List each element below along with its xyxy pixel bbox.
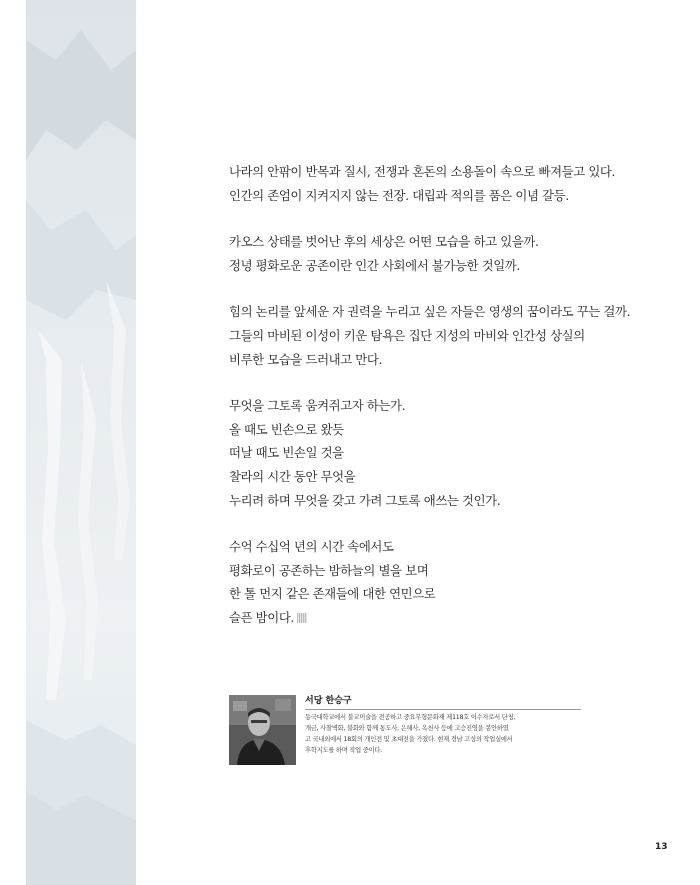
poem-line: 카오스 상태를 벗어난 후의 세상은 어떤 모습을 하고 있을까. (229, 234, 539, 250)
bio-line: 동국대학교에서 불교미술을 전공하고 중요무형문화재 제118호 이수자로서 단청, (305, 714, 516, 721)
poem-line: 수억 수십억 년의 시간 속에서도 (229, 539, 394, 555)
poem-line: 찰라의 시간 동안 무엇을 (229, 468, 356, 484)
author-name: 서당 한승구 (305, 696, 352, 706)
poem-line: 무엇을 그토록 움켜쥐고자 하는가. (229, 398, 406, 414)
poem-body (229, 160, 669, 653)
poem-line: 그들의 마비된 이성이 키운 탐욕은 집단 지성의 마비와 인간성 상실의 (229, 327, 585, 343)
poem-line: 정녕 평화로운 공존이란 인간 사회에서 불가능한 것일까. (229, 257, 520, 273)
poem-stanza (229, 394, 669, 512)
poem-line: 인간의 존엄이 지켜지지 않는 전장. 대립과 적의를 품은 이념 갈등. (229, 187, 569, 203)
poem-line: 올 때도 빈손으로 왔듯 (229, 421, 344, 437)
poem-line: 떠날 때도 빈손일 것을 (229, 445, 344, 461)
poem-stanza (229, 230, 669, 277)
decorative-landscape-strip (26, 0, 136, 885)
end-mark-icon (297, 613, 307, 623)
author-bio (305, 712, 585, 756)
poem-stanza (229, 300, 669, 371)
poem-line: 힘의 논리를 앞세운 자 권력을 누리고 싶은 자들은 영생의 꿈이라도 꾸는 걸까. (229, 304, 631, 320)
poem-stanza (229, 535, 669, 629)
author-profile (229, 695, 579, 765)
author-divider (305, 709, 581, 710)
poem-line: 한 톨 먼지 같은 존재들에 대한 연민으로 (229, 586, 436, 602)
poem-stanza (229, 160, 669, 207)
poem-last-line (229, 606, 669, 630)
bio-line: 고 국내외에서 18회의 개인전 및 초대전을 가졌다. 현재 경남 고성의 작업실에서 (305, 736, 513, 744)
bio-line: 후학지도를 하며 작업 중이다. (305, 747, 382, 755)
poem-line: 누리려 하며 무엇을 갖고 가려 그토록 애쓰는 것인가. (229, 492, 501, 508)
poem-line: 평화로이 공존하는 밤하늘의 별을 보며 (229, 562, 429, 578)
poem-line: 나라의 안팎이 반목과 질시, 전쟁과 혼돈의 소용돌이 속으로 빠져들고 있다. (229, 164, 616, 179)
bio-line: 개금, 사찰벽화, 불화와 함께 통도사, 은해사, 옥천사 등에 고승진영을 봉안하였 (305, 725, 509, 733)
page-number: 13 (655, 842, 668, 852)
poem-line: 비루한 모습을 드러내고 만다. (229, 351, 382, 367)
author-photo (229, 695, 296, 765)
poem-line-text: 슬픈 밤이다. (229, 609, 294, 625)
